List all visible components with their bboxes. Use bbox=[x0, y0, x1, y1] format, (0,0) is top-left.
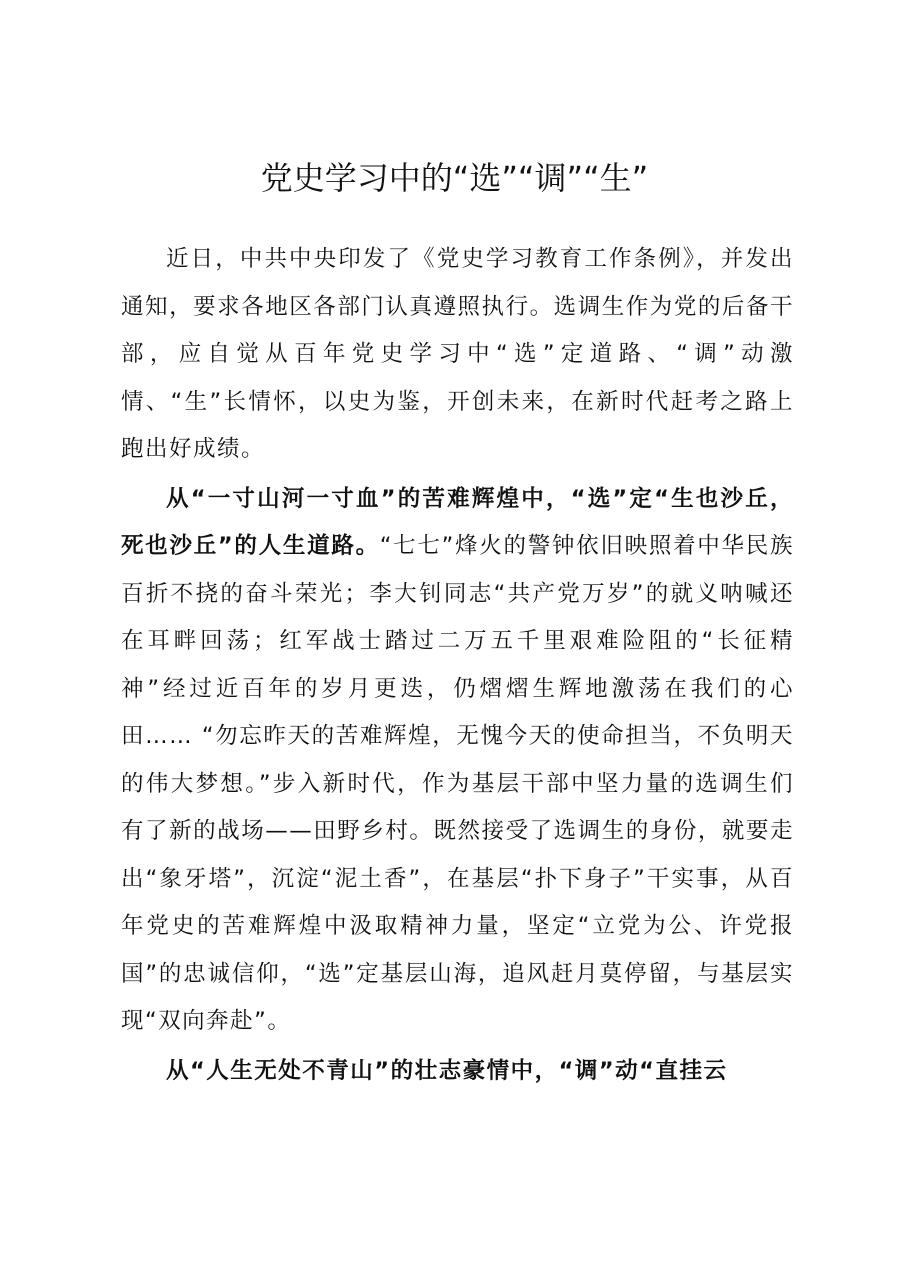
document-title: 党史学习中的“选”“调”“生” bbox=[260, 159, 649, 197]
paragraph-2 bbox=[121, 476, 794, 1046]
paragraph-2-text: “七七”烽火的警钟依旧映照着中华民族百折不挠的奋斗荣光；李大钊同志“共产党万岁”的就义呐喊还在耳畔回荡；红军战士踏过二万五千里艰难险阻的“长征精神”经过近百年的岁月更迭，仍熠熠生辉地激荡在我们的心田…… “勿忘昨天的苦难辉煌，无愧今天的使命担当，不负明天的伟大梦想。”步入新时代，作为基层干部中坚力量的选调生们有了新的战场——田野乡村。既然接受了选调生的身份，就要走出“象牙塔”，沉淀“泥土香”，在基层“扑下身子”干实事，从百年党史的苦难辉煌中汲取精神力量，坚定“立党为公、许党报国”的忠诚信仰，“选”定基层山海，追风赶月莫停留，与基层实现“双向奔赴”。 bbox=[121, 533, 794, 1034]
paragraph-1 bbox=[121, 236, 794, 474]
paragraph-2-lead: 从“一寸山河一寸血”的苦难辉煌中，“选”定“生也沙丘，死也沙丘”的人生道路。 bbox=[121, 485, 794, 559]
paragraph-3 bbox=[121, 1048, 794, 1096]
paragraph-1-text: 近日，中共中央印发了《党史学习教育工作条例》，并发出通知，要求各地区各部门认真遵照执行。选调生作为党的后备干部，应自觉从百年党史学习中“选”定道路、“调”动激情、“生”长情怀，以史为鉴，开创未来，在新时代赶考之路上跑出好成绩。 bbox=[121, 246, 794, 462]
paragraph-3-lead: 从“人生无处不青山”的壮志豪情中，“调”动“直挂云 bbox=[166, 1057, 728, 1084]
document-body bbox=[121, 236, 794, 1095]
